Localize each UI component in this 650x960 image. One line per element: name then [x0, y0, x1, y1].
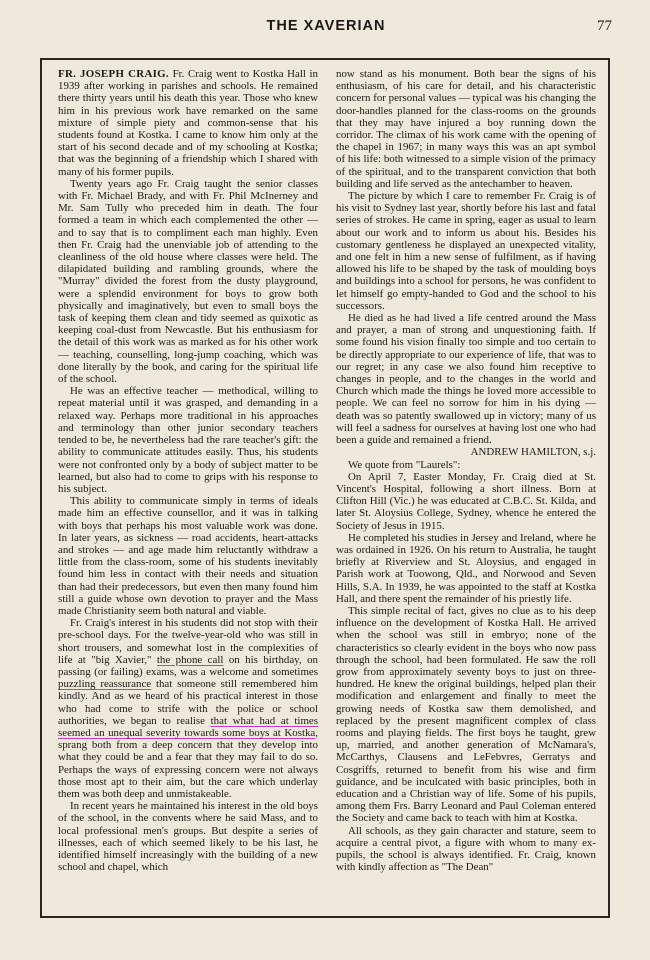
paragraph-3: He was an effective teacher — methodical, willing to repeat material until it was grasped, and demanding in a relaxed way. Perhaps more traditional in his approaches and terminology than other junior secondary teachers tended to be, he nevertheless had the rare teacher's gift: the ability to communicate attitudes easily. Thus, his students were not confronted only by a body of subject matter to be learned, but also had to come to grips with his response to his subject.	[58, 385, 318, 495]
paragraph-8: The picture by which I care to remember Fr. Craig is of his visit to Sydney last year, shortly before his last and fatal series of strokes. He came in spring, eager as usual to learn about our work and to inform us about his. Besides his customary gentleness he displayed an unexpected vitality, and one felt in him a new sense of fulfilment, as if having allowed his life to be shaped by the task of moulding boys and buildings into a school for persons, he was confident to let himself go empty-handed to God and the school to his successors.	[336, 190, 596, 312]
journal-title: THE XAVERIAN	[266, 18, 386, 34]
paragraph-6: In recent years he maintained his interest in the old boys of the school, in the convents where he said Mass, and to local professional men's groups. But despite a series of illnesses, each of which seemed likely to be his last, he identified himself increasingly with the building of a new school and chapel, which	[58, 800, 318, 874]
quote-intro: We quote from "Laurels":	[348, 458, 461, 471]
right-column	[336, 68, 596, 910]
highlight-puzzling-reassurance: puzzling reassurance	[58, 678, 152, 691]
paragraph-5-b: on his birthday, on passing (or failing) exams, was a welcome and sometimes	[58, 653, 318, 678]
left-column	[58, 68, 318, 910]
paragraph-13: All schools, as they gain character and stature, seem to acquire a central pivot, a figure with whom to many ex-pupils, the school is always identified. Fr. Craig, known with kindly affection as "The Dean"	[336, 824, 596, 874]
paragraph-5	[58, 617, 318, 800]
highlight-unequal-severity: that what had at times seemed an unequal severity towards some boys at Kostka	[58, 714, 318, 739]
author-signature: ANDREW HAMILTON, s.j.	[470, 446, 596, 459]
article-frame	[40, 58, 610, 918]
paragraph-5-a: Fr. Craig's interest in his students did not stop with their pre-school days. For the twelve-year-old who was still in short trousers, and somewhat lost in the complexities of life at "big Xavier,"	[58, 617, 318, 666]
lead-name: FR. JOSEPH CRAIG.	[58, 68, 169, 80]
paragraph-2: Twenty years ago Fr. Craig taught the senior classes with Fr. Michael Brady, and with Fr. Phil McInerney and Mr. Sam Tully who preceded him in death. The four formed a team in which each complemented the other — and to say that is to compliment each man highly. Even then Fr. Craig had the unenviable job of attending to the cleanliness of the old house where classes were held. The dilapidated building and rambling grounds, where the "Murray" divided the forest from the dusty playground, were a splendid environment for boys to grow both physically and imaginatively, but even to small boys the task of keeping them clean and tidy seemed as quixotic as keeping coal-dust from Newcastle. But his enthusiasm for the detail of this work was as marked as for his other work — teaching, counselling, long-jump coaching, which was done literally by the book, and caring for the spiritual life of the school.	[58, 177, 318, 386]
paragraph-7: now stand as his monument. Both bear the signs of his enthusiasm, of his care for detail, and his characteristic concern for personal values — typical was his changing the door-handles planned for the class-rooms on the grounds that they may have injured a boy running down the corridor. The climax of his work came with the opening of the chapel in 1967; in many ways this was an apt symbol of his life: both witnessed to a simple vision of the primacy of the spiritual, and to the transparent conviction that both building and life served as the antechamber to heaven.	[336, 68, 596, 190]
paragraph-1	[58, 68, 318, 178]
article-columns	[58, 68, 596, 910]
paragraph-1-text: Fr. Craig went to Kostka Hall in 1939 after working in parishes and schools. He remained there thirty years until his death this year. Those who knew him in his previous work have remarked on the same mixture of simple piety and common-sense that his students found at Kostka. I came to know him only at the start of his second decade and of my schooling at Kostka; that was the beginning of a friendship which I shared with many of his former pupils.	[58, 68, 318, 178]
paragraph-9: He died as he had lived a life centred around the Mass and prayer, a man of strong and unquestioning faith. If some found his vision finally too simple and too certain to be directly appropriate to our experience of life, that was to our regret; in any case we also found him receptive to changes in people, and to the changes in the world and Church which made the things he loved more accessible to people. We can feel no sorrow for him in his dying — death was so patently swallowed up in victory; many of us will feel a sadness for ourselves at having lost one who had been a guide and remained a friend.	[336, 312, 596, 447]
paragraph-5-c: that someone still remembered him kindly. And as we heard of his practical interest in those who had come to strife with the police or school authorities, we began to realise	[58, 678, 318, 727]
paragraph-4: This ability to communicate simply in terms of ideals made him an effective counsellor, and it was in talking with boys that perhaps his most valuable work was done. In later years, as sickness — road accidents, heart-attacks and strokes — and age made him reluctantly withdraw a little from the class-room, some of his students inevitably found him less in contact with their needs and situation than had their predecessors, but even then many found him still a guide whose own devotion to prayer and the Mass made Christianity seem both natural and viable.	[58, 495, 318, 617]
page-number: 77	[597, 18, 612, 34]
highlight-phone-call: the phone call	[156, 653, 224, 666]
paragraph-10: On April 7, Easter Monday, Fr. Craig died at St. Vincent's Hospital, following a short illness. Born at Clifton Hill (Vic.) he was educated at C.B.C. St. Kilda, and later St. Aloysius College, Sydney, whence he entered the Society of Jesus in 1915.	[336, 470, 596, 532]
page-header	[40, 18, 612, 42]
paragraph-12: This simple recital of fact, gives no clue as to his deep influence on the development of Kostka Hall. He arrived when the school was still in embryo; none of the characteristics so clearly evident in the boys who now pass through the school, had been formulated. He saw the roll grow from approximately seventy boys to just on three-hundred. He knew the original buildings, helped plan their modification and enlargement and finally to meet the growing needs of Kostka saw them demolished, and replaced by the present magnificent complex of class rooms and playing fields. The first boys he taught, grew up, married, and another generation of McNamara's, McCarthys, Clausens and LeFebvres, Gerratys and Cosgriffs, returned to benefit from his wise and firm guidance, and be inculcated with basic principles, both in education and a Christian way of life. Some of his pupils, among them Frs. Barry Leonard and Paul Coleman entered the Society and came back to teach with him at Kostka.	[336, 604, 596, 825]
paragraph-5-d: , sprang both from a deep concern that they develop into what they could be and a fear that they may fail to do so. Perhaps the ways of expressing concern were not always those most apt to their aim, but the care which underlay them was both deep and unmistakeable.	[58, 726, 318, 800]
paragraph-11: He completed his studies in Jersey and Ireland, where he was ordained in 1926. On his return to Australia, he taught briefly at Riverview and St. Aloysius, and engaged in Parish work at Toowong, Qld., and Norwood and Seven Hills, S.A. In 1939, he was appointed to the staff at Kostka Hall, and there spent the remainder of his priestly life.	[336, 531, 596, 605]
